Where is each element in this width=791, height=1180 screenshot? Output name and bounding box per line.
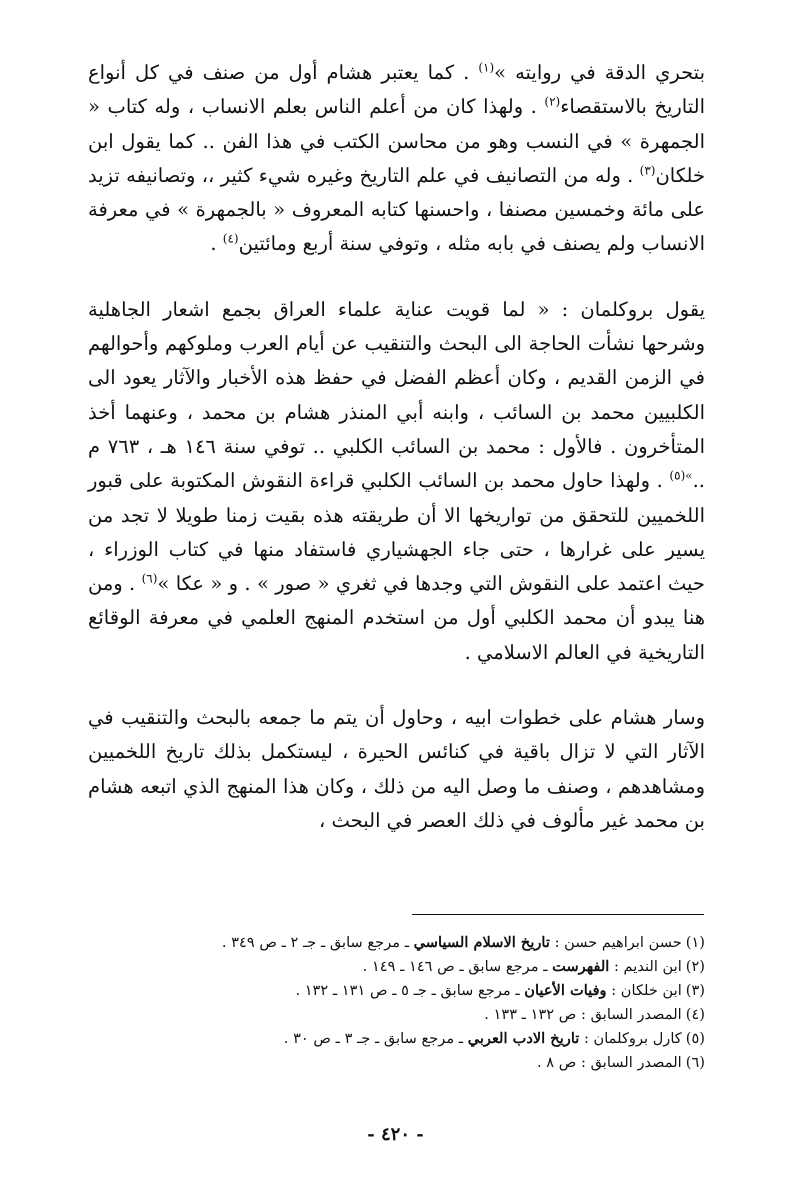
footnote-4 — [88, 1003, 705, 1027]
footnote-text: المصدر السابق : ص ١٣٢ ـ ١٣٣ . — [484, 1006, 682, 1024]
footnotes — [88, 931, 705, 1076]
paragraph-text: بتحري الدقة في روايته » — [494, 61, 705, 84]
footnote-text: كارل بروكلمان : — [579, 1030, 682, 1048]
footnote-title: الفهرست — [552, 958, 610, 976]
paragraph-text: . ولهذا حاول محمد بن السائب الكلبي قراءة النقوش المكتوبة على قبور اللخميين للتحقق من تواريخها الا أن طريقته هذه بقيت زمنا طويلا لا تجد من يسير على غرارها ، حتى جاء الجهشياري فاستفاد منها في كتاب الوزراء ، حيث اعتمد على النقوش التي وجدها في ثغري « صور » . و « عكا » — [88, 469, 705, 596]
footnote-ref: »(٥) — [669, 468, 693, 483]
paragraph-1 — [88, 56, 705, 262]
footnote-text: ـ مرجع سابق ـ جـ ٢ ـ ص ٣٤٩ . — [221, 934, 414, 951]
footnote-title: تاريخ الاسلام السياسي — [413, 934, 550, 951]
footnote-ref: (٣) — [639, 163, 656, 178]
footnote-text: ـ مرجع سابق ـ ص ١٤٦ ـ ١٤٩ . — [362, 958, 553, 976]
paragraph-text: وسار هشام على خطوات ابيه ، وحاول أن يتم ما جمعه بالبحث والتنقيب في الآثار التي لا تزال باقية في كنائس الحيرة ، ليستكمل بذلك تاريخ اللخميين ومشاهدهم ، وصنف ما وصل اليه من ذلك ، وكان هذا المنهج الذي اتبعه هشام بن محمد غير مألوف في ذلك العصر في البحث ، — [88, 706, 705, 832]
footnote-ref: (٦) — [141, 571, 158, 586]
footnote-number: (٤) — [685, 1006, 705, 1024]
paragraph-text: . — [210, 232, 223, 256]
footnote-number: (٥) — [685, 1030, 705, 1048]
footnote-text: ـ مرجع سابق ـ جـ ٥ ـ ص ١٣١ ـ ١٣٢ . — [295, 982, 525, 1000]
page-number: - ٤٢٠ - — [367, 1124, 424, 1145]
footnote-ref: (٤) — [222, 231, 239, 246]
paragraph-text: . وله من التصانيف في علم التاريخ وغيره شيء كثير ،، وتصانيفه تزيد على مائة وخمسين مصنفا ، واحسنها كتابه المعروف « بالجمهرة » في معرفة الانساب ولم يصنف في بابه مثله ، وتوفي سنة أربع ومائتين — [88, 163, 705, 256]
footnote-3 — [88, 979, 705, 1003]
paragraph-2 — [88, 293, 705, 670]
footnote-number: (١) — [685, 934, 705, 951]
footnote-text: ابن خلكان : — [606, 982, 682, 1000]
footnote-text: حسن ابراهيم حسن : — [549, 934, 682, 951]
footnote-6 — [88, 1051, 705, 1075]
footnote-title: وفيات الأعيان — [524, 982, 607, 1000]
footnote-text: المصدر السابق : ص ٨ . — [537, 1054, 682, 1072]
footnote-number: (٢) — [685, 958, 705, 976]
paragraph-text: . ولهذا كان من أعلم الناس بعلم الانساب ، وله كتاب « الجمهرة » في النسب وهو من محاسن الكتب في هذا الفن .. كما يقول ابن خلكان — [88, 95, 705, 187]
paragraph-text: . كما يعتبر هشام أول من صنف في كل أنواع التاريخ بالاستقصاء — [88, 61, 705, 119]
footnote-text: ابن النديم : — [609, 958, 682, 976]
footnote-5 — [88, 1027, 705, 1051]
footnote-ref: (٢) — [544, 94, 561, 109]
footnote-title: تاريخ الادب العربي — [467, 1030, 580, 1048]
body-text — [88, 56, 705, 838]
footnote-divider — [412, 914, 704, 915]
paragraph-text: . ومن هنا يبدو أن محمد الكلبي أول من استخدم المنهج العلمي في معرفة الوقائع التاريخية في العالم الاسلامي . — [88, 572, 705, 664]
paragraph-text: يقول بروكلمان : « لما قويت عناية علماء العراق بجمع اشعار الجاهلية وشرحها نشأت الحاجة الى البحث والتنقيب عن أيام العرب وملوكهم وأحوالهم في الزمن القديم ، وكان أعظم الفضل في حفظ هذه الأخبار والآثار يعود الى الكلبيين محمد بن السائب ، وابنه أبي المنذر هشام بن محمد ، وعنهما أخذ المتأخرون . فالأول : محمد بن السائب الكلبي .. توفي سنة ١٤٦ هـ ، ٧٦٣ م .. — [88, 297, 705, 493]
footnote-ref: (١) — [478, 60, 495, 75]
footnote-1 — [88, 931, 705, 955]
footnote-number: (٦) — [685, 1054, 705, 1072]
paragraph-3 — [88, 701, 705, 838]
footnote-2 — [88, 955, 705, 979]
footnote-text: ـ مرجع سابق ـ جـ ٣ ـ ص ٣٠ . — [283, 1030, 468, 1048]
footnote-number: (٣) — [685, 982, 705, 1000]
